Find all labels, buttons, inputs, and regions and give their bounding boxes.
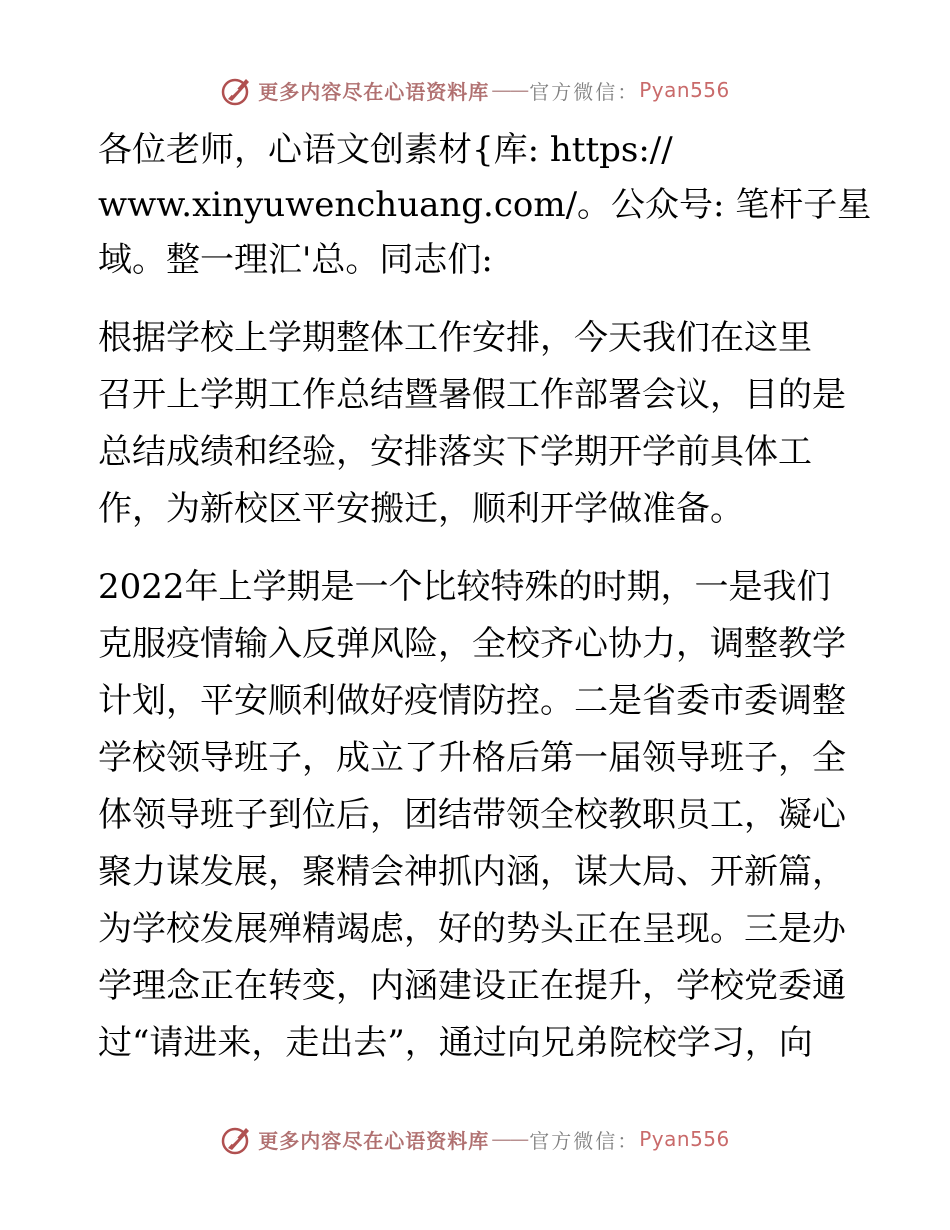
watermark-dash: —— (491, 1127, 528, 1151)
body-line-15: 学理念正在转变，内涵建设正在提升，学校党委通 (98, 966, 846, 1006)
body-line-6: 总结成绩和经验，安排落实下学期开学前具体工 (98, 432, 812, 472)
body-line-7: 作，为新校区平安搬迁，顺利开学做准备。 (98, 489, 744, 529)
watermark-dash: —— (491, 78, 528, 102)
body-line-5: 召开上学期工作总结暨暑假工作部署会议，目的是 (98, 375, 846, 415)
body-line-11: 学校领导班子，成立了升格后第一届领导班子，全 (98, 738, 846, 778)
watermark-sub-text: 官方微信： (529, 79, 640, 104)
footer-watermark (0, 1119, 950, 1159)
body-line-1: 各位老师，心语文创素材{库: https:// (98, 130, 673, 170)
body-line-3: 域。整一理汇'总。同志们: (98, 240, 493, 280)
body-line-13: 聚力谋发展，聚精会神抓内涵，谋大局、开新篇， (98, 852, 846, 892)
body-line-14: 为学校发展殚精竭虑，好的势头正在呈现。三是办 (98, 909, 846, 949)
watermark-wechat-id: Pyan556 (639, 78, 730, 102)
watermark-sub-text: 官方微信： (529, 1128, 640, 1153)
body-line-12: 体领导班子到位后，团结带领全校教职员工，凝心 (98, 795, 846, 835)
body-line-4: 根据学校上学期整体工作安排，今天我们在这里 (98, 318, 812, 358)
body-line-10: 计划，平安顺利做好疫情防控。二是省委市委调整 (98, 681, 846, 721)
body-line-16: 过“请进来，走出去”，通过向兄弟院校学习，向 (98, 1023, 813, 1063)
body-line-8: 2022年上学期是一个比较特殊的时期，一是我们 (98, 567, 831, 607)
watermark-main-text: 更多内容尽在心语资料库 (258, 79, 490, 104)
body-line-2: www.xinyuwenchuang.com/。公众号: 笔杆子星 (98, 185, 872, 225)
watermark-main-text: 更多内容尽在心语资料库 (258, 1128, 490, 1153)
watermark-wechat-id: Pyan556 (639, 1127, 730, 1151)
quill-pen-logo-icon (220, 1122, 254, 1156)
body-line-9: 克服疫情输入反弹风险，全校齐心协力，调整教学 (98, 624, 846, 664)
